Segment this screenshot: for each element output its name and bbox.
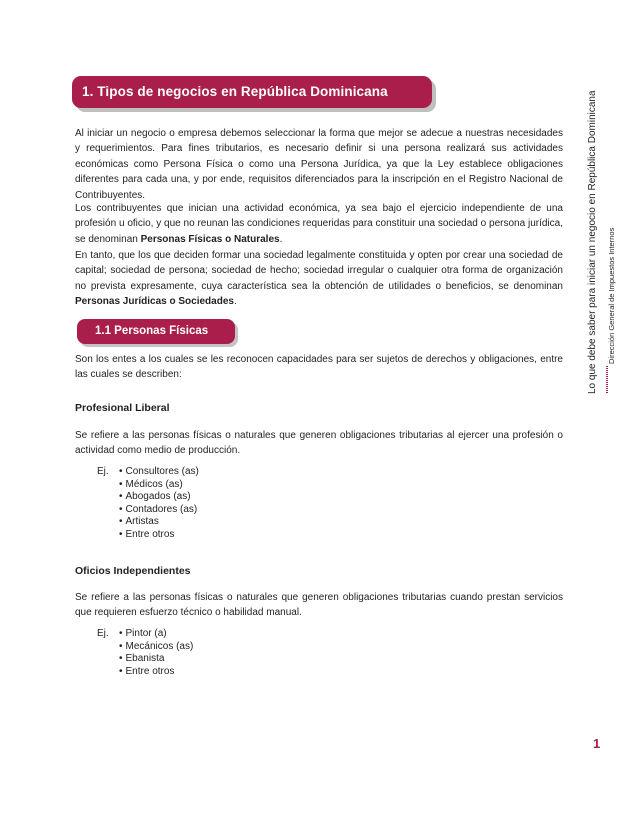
- list-item: • Entre otros: [119, 529, 199, 542]
- list-item: • Mecánicos (as): [119, 641, 193, 654]
- list-item: • Consultores (as): [119, 466, 199, 479]
- list-item: • Médicos (as): [119, 479, 199, 492]
- section-title-bar: [77, 319, 237, 347]
- list-item: • Abogados (as): [119, 491, 199, 504]
- chapter-title-bar: [72, 76, 432, 112]
- side-subtitle: Dirección General de Impuestos Internos: [607, 227, 616, 364]
- list-item: • Entre otros: [119, 666, 193, 679]
- intro-paragraph-2-end: .: [279, 233, 283, 245]
- intro-paragraph-2: [75, 201, 563, 247]
- profesional-list: [119, 466, 199, 541]
- intro-paragraph-2-bold: Personas Físicas o Naturales: [140, 233, 280, 245]
- profesional-heading: Profesional Liberal: [75, 402, 170, 414]
- list-item: • Pintor (a): [119, 628, 193, 641]
- list-item: • Contadores (as): [119, 504, 199, 517]
- intro-paragraph-2-text: Los contribuyentes que inician una actividad económica, ya sea bajo el ejercicio independiente de una profesión u oficio, y que no reunan las condiciones requeridas para constituir una sociedad o persona jurídica, se denominan: [75, 203, 563, 245]
- side-rule: [606, 366, 608, 394]
- profesional-description: Se refiere a las personas físicas o naturales que generen obligaciones tributarias al ejercer una profesión o actividad como medio de producción.: [75, 430, 563, 457]
- intro-paragraph-3: [75, 248, 563, 310]
- oficios-list: [119, 628, 193, 678]
- intro-paragraph-3-bold: Personas Jurídicas o Sociedades: [75, 296, 234, 308]
- ej-label: Ej.: [97, 628, 109, 639]
- side-header: [578, 74, 630, 394]
- list-item: • Artistas: [119, 516, 199, 529]
- ej-label: Ej.: [97, 466, 109, 477]
- chapter-title: 1. Tipos de negocios en República Dominicana: [72, 76, 432, 108]
- oficios-description: Se refiere a las personas físicas o naturales que generen obligaciones tributarias cuando prestan servicios que requieren esfuerzo técnico o habilidad manual.: [75, 592, 563, 619]
- section-title: 1.1 Personas Físicas: [77, 319, 235, 344]
- section-intro: Son los entes a los cuales se les reconocen capacidades para ser sujetos de derechos y obligaciones, entre las cuales se describen:: [75, 354, 563, 381]
- oficios-heading: Oficios Independientes: [75, 565, 191, 577]
- intro-paragraph-3-end: .: [233, 296, 237, 308]
- page-number: 1: [593, 736, 601, 751]
- intro-paragraph-1: Al iniciar un negocio o empresa debemos seleccionar la forma que mejor se adecue a nuestras necesidades y requerimientos. Para fines tributarios, es necesario definir si una persona realizará sus actividades económicas como Persona Física o como una Persona Jurídica, ya que la Ley establece obligaciones diferentes para cada una, y por ende, requisitos diferenciados para la inscripción en el Registro Nacional de Contribuyentes.: [75, 128, 563, 201]
- side-title: Lo que debe saber para iniciar un negocio en República Dominicana: [587, 90, 598, 394]
- intro-paragraph-3-text: En tanto, que los que deciden formar una sociedad legalmente constituida y opten por crear una sociedad de capital; sociedad de persona; sociedad de hecho; sociedad irregular o cualquier otra forma de organización no prevista expresamente, cuya característica sea la obtención de utilidades o beneficios, se denominan: [75, 250, 563, 292]
- list-item: • Ebanista: [119, 653, 193, 666]
